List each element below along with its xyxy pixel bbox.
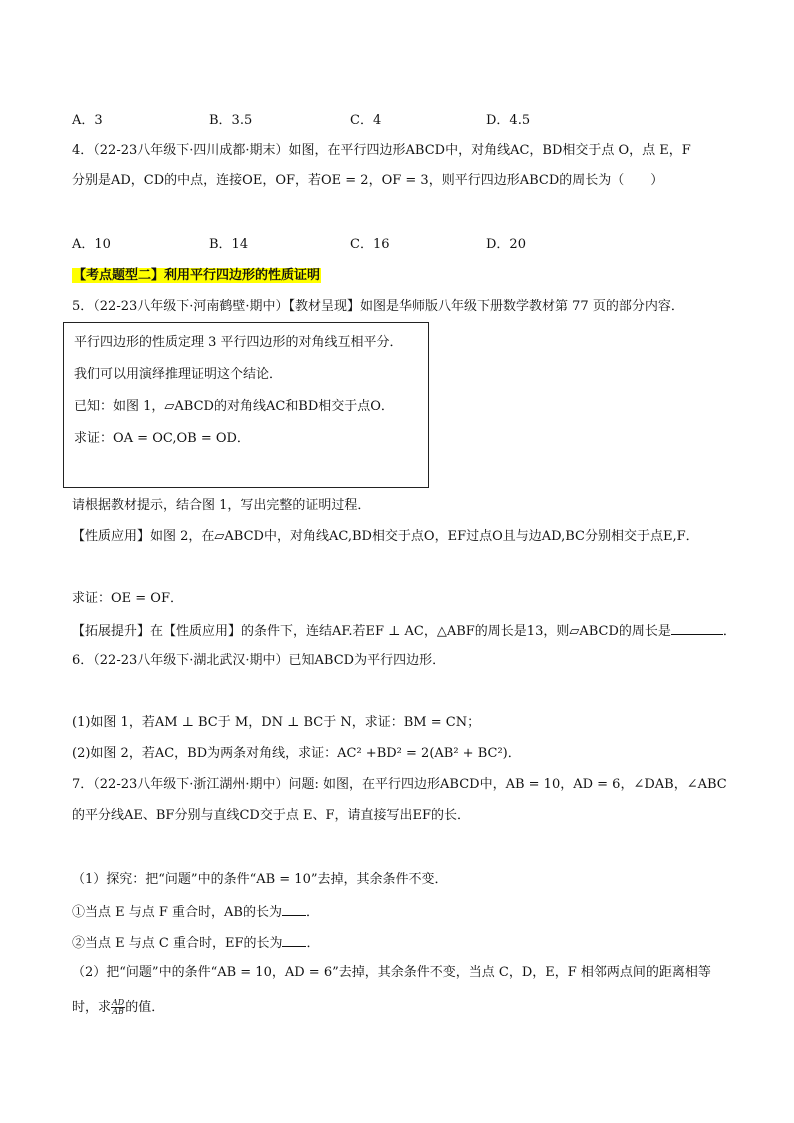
q7-part2-line1: （2）把“问题”中的条件“AB = 10，AD = 6”去掉，其余条件不变，当点 C，D，E，F 相邻两点间的距离相等	[72, 965, 711, 980]
q5-intro: 5．（22-23八年级下·河南鹤壁·期中）【教材呈现】如图是华师版八年级下册数学教材第 77 页的部分内容．	[72, 299, 684, 314]
q3-option-c: C．4	[350, 113, 382, 128]
q5-extension	[72, 620, 736, 642]
q7-sub2	[72, 932, 320, 954]
q7-part2-line2	[72, 998, 164, 1018]
q4-option-b: B．14	[209, 237, 249, 252]
q4-options	[72, 235, 592, 255]
q7-stem-line1: 7．（22-23八年级下·浙江湖州·期中）问题: 如图，在平行四边形ABCD中，AB = 10，AD = 6，∠DAB，∠ABC	[72, 777, 727, 792]
q6-part1: (1)如图 1，若AM ⊥ BC于 M，DN ⊥ BC于 N，求证：BM = CN；	[72, 715, 481, 730]
excerpt-line-1: 平行四边形的性质定理 3 平行四边形的对角线互相平分．	[74, 335, 403, 350]
q6-part2: (2)如图 2，若AC，BD为两条对角线，求证：AC² +BD² = 2(AB² + BC²)．	[72, 746, 521, 761]
q7-sub2-end: ．	[306, 936, 320, 951]
q4-option-d: D．20	[486, 237, 526, 252]
q5-property-application: 【性质应用】如图 2，在▱ABCD中，对角线AC,BD相交于点O，EF过点O且与边AD,BC分别相交于点E,F．	[72, 529, 699, 544]
q5-prompt: 请根据教材提示，结合图 1，写出完整的证明过程．	[72, 498, 371, 513]
q3-option-b: B．3.5	[209, 113, 253, 128]
q4-stem-line1: 4．（22-23八年级下·四川成都·期末）如图，在平行四边形ABCD中，对角线AC，BD相交于点 O，点 E，F	[72, 143, 691, 158]
section-heading-text: 【考点题型二】利用平行四边形的性质证明	[73, 268, 321, 283]
fraction-denominator: AB	[112, 1007, 124, 1016]
answer-blank	[282, 932, 306, 947]
q4-option-a: A．10	[72, 237, 111, 252]
q5-prove-statement: 求证：OE = OF．	[72, 591, 183, 606]
excerpt-line-4: 求证：OA = OC,OB = OD．	[74, 431, 250, 446]
q7-explore: （1）探究：把“问题”中的条件“AB = 10”去掉，其余条件不变．	[72, 872, 448, 887]
q6-intro: 6．（22-23八年级下·湖北武汉·期中）已知ABCD为平行四边形．	[72, 653, 446, 668]
q3-option-a: A．3	[72, 113, 103, 128]
q5-extension-end: ．	[722, 624, 736, 639]
excerpt-line-2: 我们可以用演绎推理证明这个结论．	[74, 367, 283, 382]
section-heading	[72, 266, 321, 286]
q7-sub1	[72, 901, 319, 923]
excerpt-line-3: 已知：如图 1，▱ABCD的对角线AC和BD相交于点O．	[74, 399, 394, 414]
q5-extension-text: 【拓展提升】在【性质应用】的条件下，连结AF.若EF ⊥ AC，△ABF的周长是13，则▱ABCD的周长是	[72, 624, 671, 639]
q7-part2-pre: 时，求	[72, 1000, 112, 1015]
textbook-excerpt-box	[63, 322, 429, 488]
q4-stem-line2: 分别是AD，CD的中点，连接OE，OF，若OE = 2，OF = 3，则平行四边形ABCD的周长为（ ）	[72, 173, 664, 188]
q7-sub1-end: ．	[305, 905, 319, 920]
q7-sub2-text: ②当点 E 与点 C 重合时，EF的长为	[72, 936, 283, 951]
answer-blank	[671, 620, 723, 635]
q3-option-d: D．4.5	[486, 113, 531, 128]
ratio-fraction	[111, 999, 125, 1016]
q7-sub1-text: ①当点 E 与点 F 重合时，AB的长为	[72, 905, 282, 920]
fraction-numerator: AD	[112, 998, 125, 1007]
answer-blank	[282, 901, 306, 916]
q4-option-c: C．16	[350, 237, 390, 252]
q7-part2-post: 的值．	[125, 1000, 165, 1015]
q3-options	[72, 111, 592, 131]
q7-stem-line2: 的平分线AE、BF分别与直线CD交于点 E、F，请直接写出EF的长．	[72, 808, 470, 823]
